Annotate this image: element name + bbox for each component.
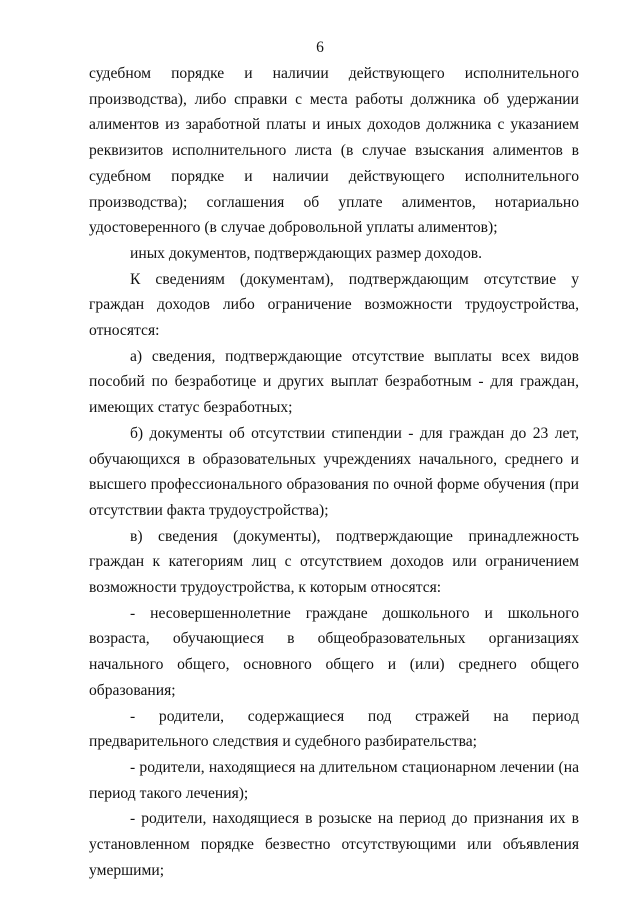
paragraph-other-documents: иных документов, подтверждающих размер доходов.	[130, 244, 483, 262]
document-body	[89, 61, 579, 884]
list-item-b: б) документы об отсутствии стипендии - для граждан до 23 лет, обучающихся в образовательных учреждениях начального, среднего и высшего профессионального образования по очной форме обучения (при отсутствии факта трудоустройства);	[89, 424, 579, 519]
dash-item-wanted: - родители, находящиеся в розыске на период до признания их в установленном порядке безвестно отсутствующими или объявления умершими;	[89, 810, 579, 879]
list-item-a: а) сведения, подтверждающие отсутствие выплаты всех видов пособий по безработице и других выплат безработным - для граждан, имеющих статус безработных;	[89, 347, 579, 417]
dash-item-minors: - несовершеннолетние граждане дошкольного и школьного возраста, обучающиеся в общеобразовательных организациях начального общего, основного общего и (или) среднего общего образования;	[89, 604, 579, 699]
dash-item-custody: - родители, содержащиеся под стражей на период предварительного следствия и судебного разбирательства;	[89, 707, 579, 751]
list-item-v: в) сведения (документы), подтверждающие принадлежность граждан к категориям лиц с отсутствием доходов или ограничением возможности трудоустройства, к которым относятся:	[89, 527, 579, 597]
paragraph-documents-absence-income: К сведениям (документам), подтверждающим отсутствие у граждан доходов либо ограничение возможности трудоустройства, относятся:	[89, 270, 579, 340]
dash-item-treatment: - родители, находящиеся на длительном стационарном лечении (на период такого лечения);	[89, 758, 579, 802]
page-number: 6	[316, 39, 324, 56]
paragraph-continuation: судебном порядке и наличии действующего исполнительного производства), либо справки с места работы должника об удержании алиментов из заработной платы и иных доходов должника с указанием реквизитов исполнительного листа (в случае взыскания алиментов в судебном порядке и наличии действующего исполнительного производства); соглашения об уплате алиментов, нотариально удостоверенного (в случае добровольной уплаты алиментов);	[89, 65, 579, 237]
